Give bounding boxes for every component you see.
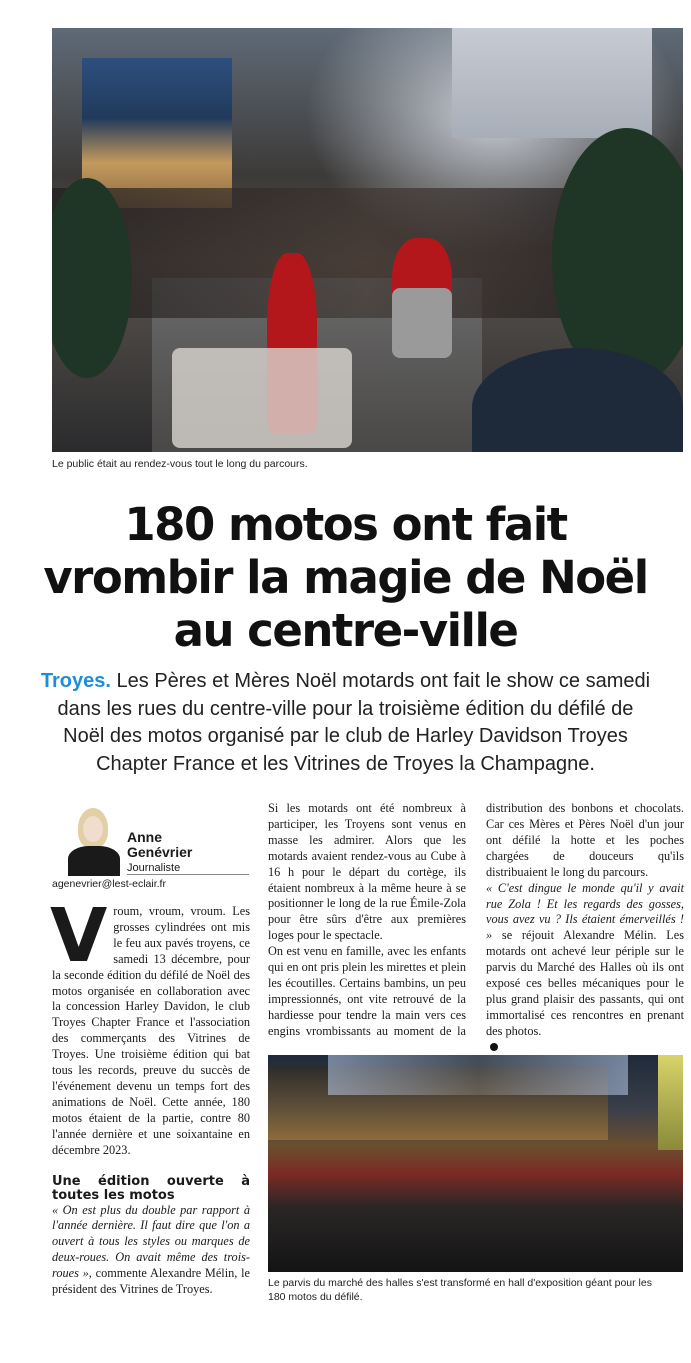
- photo-tree: [658, 1055, 683, 1150]
- photo-caption: Le parvis du marché des halles s'est transformé en hall d'exposition géant pour les 180 motos du défilé.: [268, 1277, 652, 1303]
- drop-cap: V: [50, 893, 108, 979]
- lede-text: Les Pères et Mères Noël motards ont fait le show ce samedi dans les rues du centre-ville pour la troisième édition du défilé de Noël des motos organisé par le club de Harley Davidson Troyes Chapter France et les Vitrines de Troyes la Champagne.: [57, 670, 651, 775]
- article-column-1: [50, 893, 251, 1298]
- photo-caption: Le public était au rendez-vous tout le long du parcours.: [52, 458, 308, 470]
- lede-place: Troyes.: [40, 670, 111, 692]
- author-box: [52, 806, 250, 892]
- article-column-2: [268, 801, 466, 944]
- paragraph-text: , commente Alexandre Mélin, le président des Vitrines de Troyes.: [52, 1266, 251, 1297]
- quote: « On est plus du double par rapport à l'année dernière. Il faut dire que l'on a ouvert à tous les styles ou marques de deux-roues. On avait même des trois-roues »: [52, 1202, 250, 1281]
- headline: [20, 498, 671, 657]
- photo-motorbike: [392, 288, 452, 358]
- photo-sky: [452, 28, 652, 138]
- quote: « C'est dingue le monde qu'il y avait rue Zola ! Et les regards des gosses, vous avez vu ? Ils étaient émerveillés ! »: [486, 880, 684, 943]
- article-paragraph: [52, 1203, 250, 1298]
- author-name: [127, 830, 192, 860]
- market-hall-photo: [268, 1055, 683, 1272]
- paragraph-text: se réjouit Alexandre Mélin. Les motards ont achevé leur périple sur le parvis du Marché des Halles où ils ont exposé ces belles mécaniques pour le plus grand plaisir des passants, qui ont immortalisé ces rencontres en prenant des photos.: [486, 928, 684, 1038]
- end-mark-icon: [490, 1043, 498, 1051]
- author-role: Journaliste: [127, 862, 249, 875]
- author-avatar: [64, 806, 122, 876]
- article-paragraph: [486, 881, 684, 1040]
- subheading: Une édition ouverte à toutes les motos: [52, 1173, 250, 1203]
- author-first-name: Anne: [127, 829, 162, 845]
- parade-photo: [52, 28, 683, 452]
- article-paragraph: On est venu en famille, avec les enfants qui en ont pris plein les mirettes et plein les écoutilles. Certains bambins, un peu impressionnés, ont vite retrouvé de la hardiesse pour tendre la main vers ces engins vrombissants au moment de la: [268, 944, 466, 1038]
- lede: [40, 668, 651, 778]
- author-email[interactable]: agenevrier@lest-eclair.fr: [52, 878, 166, 890]
- author-last-name: Genévrier: [127, 844, 193, 860]
- headline-line: au centre-ville: [173, 604, 518, 657]
- article-column-2-continued: [268, 944, 466, 1039]
- article-column-3: [486, 801, 684, 1056]
- column-3-continuation: [486, 801, 684, 881]
- photo-lights: [328, 1055, 628, 1095]
- article-paragraph: Si les motards ont été nombreux à participer, les Troyens sont venus en masse les admirer. Alors que les motards avaient rendez-vous au Cube à 16 h pour le départ du cortège, ils étaient nombreux à la même heure à se positionner le long de la rue Émile-Zola pour être sûrs d'être aux premières loges pour le spectacle.: [268, 801, 466, 943]
- headline-line: vrombir la magie de Noël: [43, 551, 648, 604]
- paragraph-text: roum, vroum, vroum. Les grosses cylindrées ont mis le feu aux pavés troyens, ce samedi 13 décembre, pour la seconde édition du défilé de Noël des motos organisée en collaboration avec la concession Harley Davidon, le club Troyes Chapter France et l'association des commerçants des Vitrines de Troyes. Une troisième édition qui bat tous les records, preuve du succès de l'événement devenu un temps fort des animations de Noël. Cette année, 180 motos étaient de la partie, contre 80 l'année dernière et une soixantaine en décembre 2023.: [52, 904, 250, 1157]
- article-paragraph-continued: distribution des bonbons et chocolats. Car ces Mères et Pères Noël d'un jour ont défilé la hotte et les poches chargées de douceurs qu'ils distribuaient le long du parcours.: [486, 801, 684, 879]
- photo-motorbike: [172, 348, 352, 448]
- article-paragraph: [50, 893, 250, 1159]
- headline-line: 180 motos ont fait: [124, 498, 567, 551]
